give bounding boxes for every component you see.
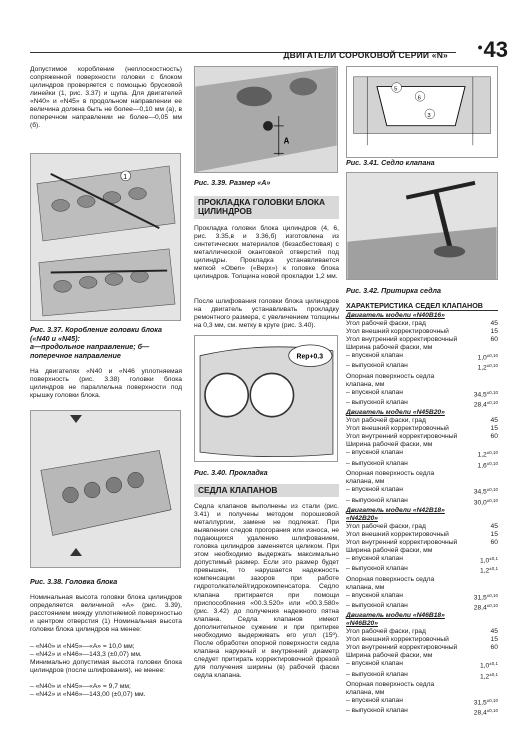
spec-label: Угол внутренний корректировочный xyxy=(346,335,458,343)
spec-tolerance: ±0,10 xyxy=(486,363,498,369)
spec-label: – впускной клапан xyxy=(346,591,403,599)
spec-value: $34,5^{\pm 0,10}$ xyxy=(473,389,498,399)
spec-label: клапана, мм xyxy=(346,583,385,591)
spec-tolerance: ±0,1 xyxy=(489,566,498,572)
spec-label: Угол внутренний корректировочный xyxy=(346,644,458,652)
spec-row xyxy=(346,697,498,707)
spec-tolerance: ±0,10 xyxy=(486,697,498,703)
spec-row xyxy=(346,497,498,507)
section-title-gasket: ПРОКЛАДКА ГОЛОВКИ БЛОКА ЦИЛИНДРОВ xyxy=(194,196,339,219)
header-title: ДВИГАТЕЛИ СОРОКОВОЙ СЕРИИ «N» xyxy=(283,50,448,60)
spec-row xyxy=(346,602,498,612)
spec-label: – выпускной клапан xyxy=(346,565,408,573)
page-header xyxy=(30,14,508,62)
spec-label: – впускной клапан xyxy=(346,696,403,704)
seat-lapping-illustration xyxy=(347,173,497,279)
spec-value: 15 xyxy=(490,636,498,644)
figure-3-41 xyxy=(346,66,498,158)
spec-tolerance: ±0,1 xyxy=(489,661,498,667)
spec-label: – впускной клапан xyxy=(346,486,403,494)
spec-value: $31,5^{\pm 0,10}$ xyxy=(473,592,498,601)
spec-tolerance: ±0,1 xyxy=(489,555,498,561)
svg-text:1: 1 xyxy=(123,173,128,181)
spec-label: – выпускной клапан xyxy=(346,399,408,407)
spec-label: Ширина рабочей фаски, мм xyxy=(346,441,433,449)
spec-value: $31,5^{\pm 0,10}$ xyxy=(473,697,498,707)
spec-value: 60 xyxy=(490,538,498,546)
spec-label: Угол рабочей фаски, град xyxy=(346,319,426,327)
spec-label: Опорная поверхность седла xyxy=(346,575,435,583)
spec-row xyxy=(346,539,498,547)
spec-value: $28,4^{\pm 0,10}$ xyxy=(473,708,498,717)
spec-label: клапана, мм xyxy=(346,478,385,486)
spec-value: 60 xyxy=(490,644,498,652)
spec-row xyxy=(346,399,498,409)
spec-value: $34,5^{\pm 0,10}$ xyxy=(473,487,498,496)
spec-row xyxy=(346,336,498,344)
figure-3-39-caption: Рис. 3.39. Размер «А» xyxy=(194,178,271,187)
list-item: – «N40» и «N45»—«А» = 9,7 мм; xyxy=(30,683,131,690)
spec-label: Угол внешний корректировочный xyxy=(346,636,449,644)
spec-row xyxy=(346,644,498,652)
figure-3-42 xyxy=(346,172,498,280)
spec-label: Угол рабочей фаски, град xyxy=(346,628,426,636)
spec-row xyxy=(346,389,498,399)
spec-label: Двигатель модели «N42B18» xyxy=(346,506,445,514)
section-title-seats: СЕДЛА КЛАПАНОВ xyxy=(194,484,339,497)
gasket-illustration xyxy=(195,336,337,461)
spec-label: Угол рабочей фаски, град xyxy=(346,522,426,530)
seat-label-6: 6 xyxy=(417,95,421,102)
spec-row xyxy=(346,707,498,717)
paragraph-3: Номинальная высота головки блока цилиндров определяется величиной «А» (рис. 3.39), расстоянием между уплотняемой поверхностью и центром отверстия (1) Номинальная высота головки блока цилиндров на менее: xyxy=(30,594,182,634)
page-number-prefix: • xyxy=(477,39,483,55)
spec-label: Двигатель модели «N45B20» xyxy=(346,409,445,417)
spec-row xyxy=(346,362,498,372)
spec-tolerance: ±0,10 xyxy=(486,352,498,358)
spec-label: клапана, мм xyxy=(346,380,385,388)
spec-value: $28,4^{\pm 0,10}$ xyxy=(473,602,498,612)
spec-tolerance: ±0,10 xyxy=(486,487,498,493)
cylinder-head-illustration xyxy=(31,411,180,567)
spec-value: 45 xyxy=(490,319,498,327)
spec-tolerance: ±0,10 xyxy=(486,708,498,714)
spec-row xyxy=(346,460,498,470)
figure-3-38-caption: Рис. 3.38. Головка блока xyxy=(30,577,118,586)
spec-value: 15 xyxy=(490,327,498,335)
spec-value: $30,0^{\pm 0,10}$ xyxy=(473,497,498,507)
spec-value: 60 xyxy=(490,433,498,441)
spec-label: Ширина рабочей фаски, мм xyxy=(346,546,433,554)
spec-label: – впускной клапан xyxy=(346,351,403,359)
spec-value: 15 xyxy=(490,425,498,433)
figure-3-40 xyxy=(194,335,338,462)
spec-row xyxy=(346,486,498,496)
spec-row xyxy=(346,660,498,670)
spec-label: – впускной клапан xyxy=(346,388,403,396)
spec-value: 15 xyxy=(490,530,498,538)
spec-label: Опорная поверхность седла xyxy=(346,681,435,689)
spec-label: Угол внешний корректировочный xyxy=(346,327,449,335)
page-number: •43 xyxy=(477,37,508,62)
spec-row xyxy=(346,555,498,565)
spec-row xyxy=(346,652,498,660)
spec-value: $1,0^{\pm 0,1}$ xyxy=(479,555,498,565)
spec-tolerance: ±0,10 xyxy=(486,592,498,598)
spec-label: – выпускной клапан xyxy=(346,670,408,678)
spec-title: ХАРАКТЕРИСТИКА СЕДЕЛ КЛАПАНОВ xyxy=(346,301,483,310)
repair-mark-label: Rep+0.3 xyxy=(296,353,324,361)
spec-label: Угол внутренний корректировочный xyxy=(346,433,458,441)
spec-label: Угол рабочей фаски, град xyxy=(346,417,426,425)
spec-value: $1,2^{\pm 0,1}$ xyxy=(479,671,498,681)
gasket-paragraph: Прокладка головки блока цилиндров (4, 6, рис. 3.35,в и 3.36,б) изготовлена из синтетических материалов (безасбестовая) с металлической окантовкой отверстий под цилиндры. Прокладка устанавливается меткой «Oben» («Верх») к головке блока цилиндров. Толщина новой прокладки 1,2 мм. xyxy=(194,225,339,281)
spec-label: Опорная поверхность седла xyxy=(346,372,435,380)
spec-rule xyxy=(346,310,498,311)
spec-label: Угол внутренний корректировочный xyxy=(346,538,458,546)
spec-tolerance: ±0,10 xyxy=(486,450,498,456)
spec-row xyxy=(346,470,498,478)
spec-label: «N42B20» xyxy=(346,514,378,522)
spec-label: Двигатель модели «N40B16» xyxy=(346,312,445,319)
seat-label-3: 3 xyxy=(427,112,431,119)
spec-label: Угол внешний корректировочный xyxy=(346,530,449,538)
figure-3-39 xyxy=(194,66,338,173)
list-item: – «N40» и «N45»—«А» = 10,0 мм; xyxy=(30,643,135,650)
spec-row xyxy=(346,381,498,389)
spec-label: – выпускной клапан xyxy=(346,601,408,609)
spec-row xyxy=(346,478,498,486)
spec-row xyxy=(346,449,498,459)
spec-tolerance: ±0,10 xyxy=(486,389,498,395)
list-item: – «N42» и «N46»—143,00 (±0,07) мм. xyxy=(30,691,146,698)
spec-row xyxy=(346,689,498,697)
figure-3-37-subcaption: а—продольное направление; б—поперечное направление xyxy=(30,342,150,360)
spec-tolerance: ±0,10 xyxy=(486,400,498,406)
figure-3-41-caption: Рис. 3.41. Седло клапана xyxy=(346,158,435,167)
spec-row xyxy=(346,352,498,362)
paragraph-2: На двигателях «N40 и «N46 уплотняемая поверхность (рис. 3.38) головки блока цилиндров не параллельна поверхности под крышку головки блока. xyxy=(30,368,182,400)
spec-value: $28,4^{\pm 0,10}$ xyxy=(473,400,498,409)
spec-engine-heading xyxy=(346,507,498,515)
spec-row xyxy=(346,344,498,352)
spec-row xyxy=(346,547,498,555)
spec-label: – выпускной клапан xyxy=(346,459,408,467)
spec-engine-heading xyxy=(346,312,498,320)
dimension-a-label: A xyxy=(283,136,290,146)
spec-label: Опорная поверхность седла xyxy=(346,470,435,478)
spec-label: – впускной клапан xyxy=(346,449,403,457)
seats-paragraph: Седла клапанов выполнены из стали (рис. 3.41) и получены методом порошковой металлургии, замене не подлежат. При выявлении следов прогорания или износа, не подающихся удалению шлифованием, головка цилиндров заменяется целиком. При этом необходимо выдержать максимально допустимый размер. Если это размер будет превышен, то нарушается надежность компенсации зазоров при работе гидротолкателей/гидрокомпенсатора. Седло клапана притирается при помощи приспособления «00.3.520» или «00.3.580» (рис. 3.42) до получения надежного пятна клапана. Седла клапанов имеют дополнительное сужение и при притирке необходимо выдерживать его угол (15º). После обработки опорной поверхности седла клапана наружный и внутренний диаметр следует притирать корректировочной фрезой для получения ширины (в) рабочей фаски седла клапана. xyxy=(194,503,339,679)
intro-paragraph: Допустимое коробление (неплоскостность) сопряженной поверхности головки с блоком цилиндров проверяется с помощью брусковой линейки (1, рис. 3.37) и щупа. Для двигателей «N40» и «N45» в продольном направлении ее величина должна быть не более—0,10 мм (а), в поперечном направлении не более—0,05 мм (б). xyxy=(30,66,182,130)
paragraph-4: Минимально допустимая высота головки блока цилиндров (после шлифования), не менее: xyxy=(30,659,182,675)
spec-label: – впускной клапан xyxy=(346,660,403,668)
spec-label: клапана, мм xyxy=(346,688,385,696)
spec-row xyxy=(346,681,498,689)
figure-3-37-caption: Рис. 3.37. Коробление головки блока («N40 и «N45): xyxy=(30,325,162,343)
spec-tolerance: ±0,1 xyxy=(489,671,498,677)
spec-label: Двигатель модели «N46B18» xyxy=(346,612,445,620)
spec-label: Ширина рабочей фаски, мм xyxy=(346,343,433,351)
spec-value: $1,6^{\pm 0,10}$ xyxy=(477,460,498,470)
spec-tolerance: ±0,10 xyxy=(486,497,498,503)
spec-label: – выпускной клапан xyxy=(346,707,408,715)
spec-row xyxy=(346,373,498,381)
figure-3-37 xyxy=(30,153,181,321)
spec-label: Угол внешний корректировочный xyxy=(346,425,449,433)
gasket-paragraph-2: После шлифования головки блока цилиндров на двигатель устанавливать прокладку ремонтного размера, с увеличением толщины на 0,3 мм, см. метку в круге (рис. 3.40). xyxy=(194,298,339,330)
spec-value: $1,2^{\pm 0,1}$ xyxy=(479,566,498,575)
spec-row xyxy=(346,328,498,336)
spec-list xyxy=(346,312,498,718)
spec-label: – выпускной клапан xyxy=(346,496,408,504)
figure-3-40-caption: Рис. 3.40. Прокладка xyxy=(194,468,268,477)
spec-row xyxy=(346,523,498,531)
list-item: – «N42» и «N46»—143,3 (±0,07) мм. xyxy=(30,651,142,658)
spec-row xyxy=(346,531,498,539)
spec-row xyxy=(346,565,498,575)
arrow-up-icon xyxy=(70,548,82,556)
figure-3-38 xyxy=(30,410,181,568)
arrow-down-icon xyxy=(70,415,82,423)
spec-tolerance: ±0,10 xyxy=(486,460,498,466)
size-a-illustration xyxy=(195,67,337,172)
spec-engine-heading xyxy=(346,612,498,620)
spec-label: – выпускной клапан xyxy=(346,362,408,370)
spec-value: 45 xyxy=(490,522,498,530)
spec-row xyxy=(346,671,498,681)
spec-row xyxy=(346,576,498,584)
spec-value: $1,0^{\pm 0,10}$ xyxy=(477,352,498,362)
figure-3-42-caption: Рис. 3.42. Притирка седла xyxy=(346,286,441,295)
spec-row xyxy=(346,320,498,328)
cylinder-head-warp-illustration xyxy=(31,154,180,320)
spec-value: 60 xyxy=(490,335,498,343)
spec-value: $1,2^{\pm 0,10}$ xyxy=(477,450,498,459)
spec-label: Ширина рабочей фаски, мм xyxy=(346,652,433,660)
spec-value: $1,2^{\pm 0,10}$ xyxy=(477,363,498,372)
spec-engine-heading xyxy=(346,515,498,523)
spec-value: 45 xyxy=(490,417,498,425)
spec-value: 45 xyxy=(490,628,498,636)
spec-label: – впускной клапан xyxy=(346,554,403,562)
spec-label: «N46B20» xyxy=(346,620,378,628)
valve-seat-illustration xyxy=(347,67,497,157)
spec-value: $1,0^{\pm 0,1}$ xyxy=(479,661,498,670)
seat-label-5: 5 xyxy=(394,86,398,93)
spec-row xyxy=(346,584,498,592)
spec-tolerance: ±0,10 xyxy=(486,602,498,608)
spec-row xyxy=(346,592,498,602)
